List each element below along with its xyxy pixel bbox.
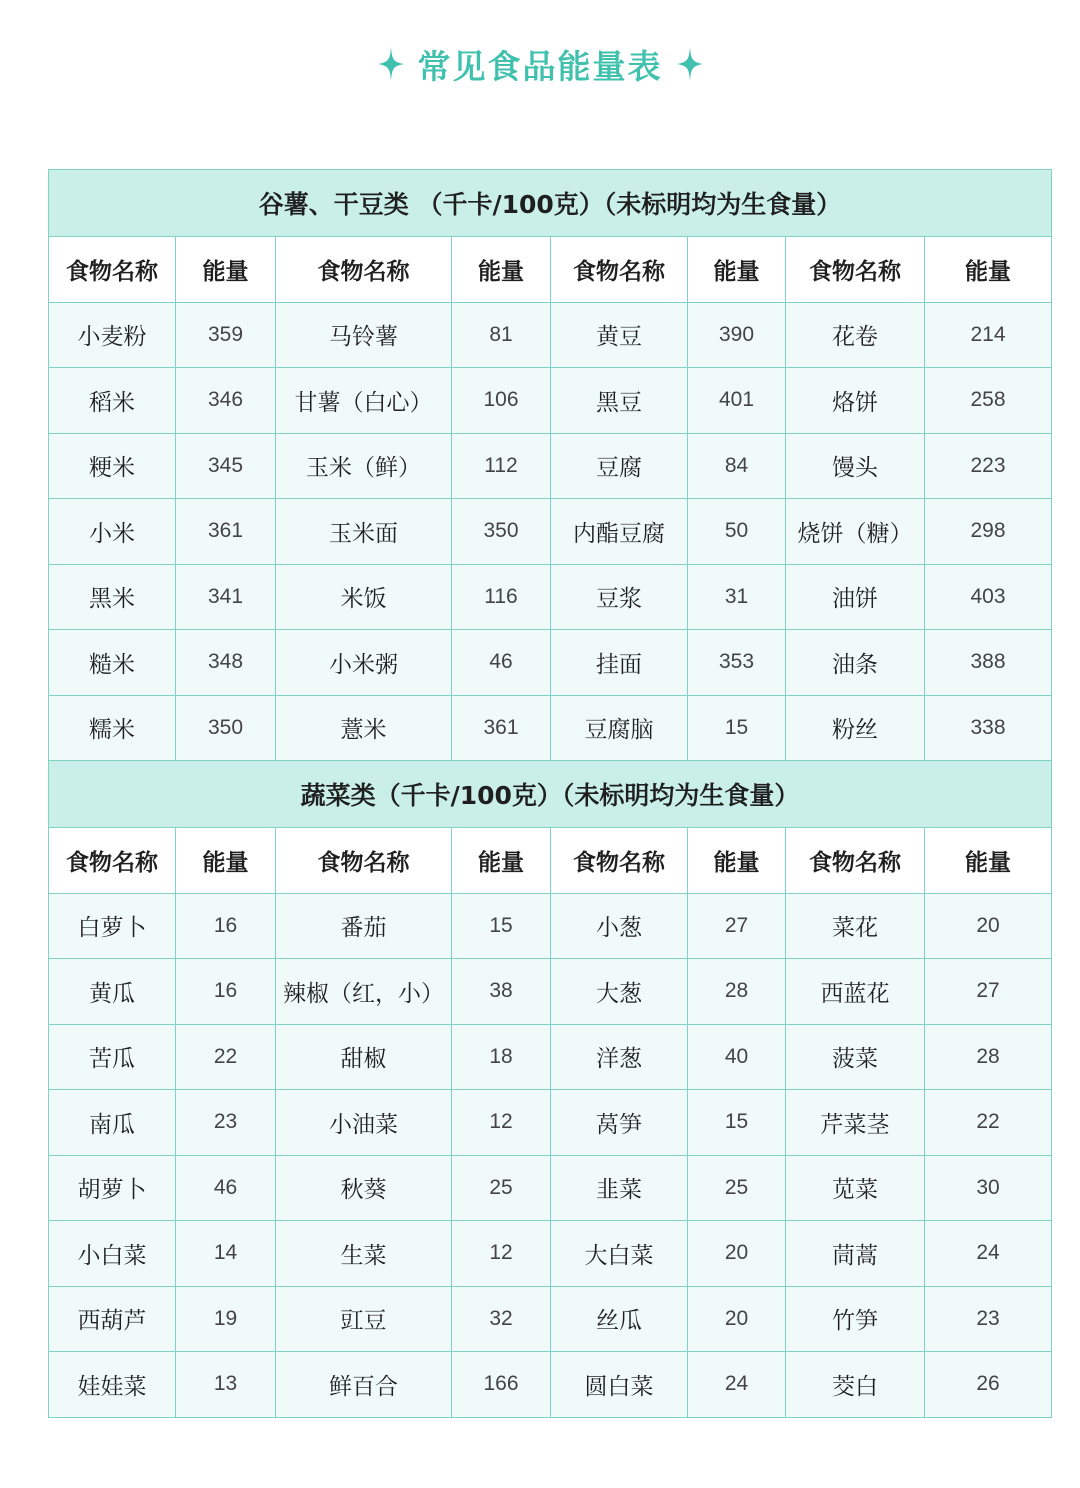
- food-name-cell: 糯米: [49, 695, 176, 761]
- energy-value-cell: 345: [176, 433, 276, 499]
- energy-value-cell: 20: [925, 893, 1052, 959]
- energy-value-cell: 50: [688, 499, 786, 565]
- energy-value-cell: 348: [176, 630, 276, 696]
- energy-value-cell: 46: [452, 630, 551, 696]
- energy-value-cell: 25: [688, 1155, 786, 1221]
- food-name-cell: 茼蒿: [786, 1221, 925, 1287]
- energy-value-cell: 359: [176, 302, 276, 368]
- food-name-cell: 苦瓜: [49, 1024, 176, 1090]
- energy-value-cell: 338: [925, 695, 1052, 761]
- energy-value-cell: 25: [452, 1155, 551, 1221]
- column-header-name: 食物名称: [49, 828, 176, 894]
- page-title: 常见食品能量表: [417, 46, 663, 86]
- energy-value-cell: 214: [925, 302, 1052, 368]
- food-name-cell: 菠菜: [786, 1024, 925, 1090]
- column-header-row: [49, 237, 1052, 303]
- table-row: [49, 1221, 1052, 1287]
- table-row: [49, 893, 1052, 959]
- food-name-cell: 米饭: [276, 564, 452, 630]
- table-row: [49, 302, 1052, 368]
- table-row: [49, 499, 1052, 565]
- food-name-cell: 黑豆: [551, 368, 688, 434]
- table-row: [49, 1155, 1052, 1221]
- column-header-name: 食物名称: [276, 828, 452, 894]
- table-row: [49, 630, 1052, 696]
- energy-value-cell: 46: [176, 1155, 276, 1221]
- table-row: [49, 1352, 1052, 1418]
- food-name-cell: 辣椒（红，小）: [276, 959, 452, 1025]
- energy-value-cell: 15: [452, 893, 551, 959]
- energy-value-cell: 20: [688, 1221, 786, 1287]
- energy-value-cell: 350: [176, 695, 276, 761]
- energy-value-cell: 116: [452, 564, 551, 630]
- food-name-cell: 小米粥: [276, 630, 452, 696]
- energy-value-cell: 403: [925, 564, 1052, 630]
- food-name-cell: 小麦粉: [49, 302, 176, 368]
- energy-value-cell: 12: [452, 1221, 551, 1287]
- food-name-cell: 豆腐脑: [551, 695, 688, 761]
- food-name-cell: 小米: [49, 499, 176, 565]
- food-name-cell: 黄瓜: [49, 959, 176, 1025]
- food-name-cell: 甜椒: [276, 1024, 452, 1090]
- energy-value-cell: 81: [452, 302, 551, 368]
- energy-value-cell: 24: [925, 1221, 1052, 1287]
- energy-value-cell: 18: [452, 1024, 551, 1090]
- sparkle-right-icon: [677, 47, 703, 81]
- food-name-cell: 小葱: [551, 893, 688, 959]
- food-name-cell: 豆腐: [551, 433, 688, 499]
- energy-value-cell: 390: [688, 302, 786, 368]
- food-name-cell: 菜花: [786, 893, 925, 959]
- energy-value-cell: 341: [176, 564, 276, 630]
- energy-value-cell: 24: [688, 1352, 786, 1418]
- column-header-row: [49, 828, 1052, 894]
- energy-value-cell: 26: [925, 1352, 1052, 1418]
- food-name-cell: 黄豆: [551, 302, 688, 368]
- energy-value-cell: 15: [688, 1090, 786, 1156]
- food-name-cell: 玉米面: [276, 499, 452, 565]
- column-header-energy: 能量: [688, 237, 786, 303]
- food-name-cell: 鲜百合: [276, 1352, 452, 1418]
- energy-value-cell: 19: [176, 1286, 276, 1352]
- food-name-cell: 南瓜: [49, 1090, 176, 1156]
- food-name-cell: 西葫芦: [49, 1286, 176, 1352]
- energy-value-cell: 401: [688, 368, 786, 434]
- food-name-cell: 小油菜: [276, 1090, 452, 1156]
- food-name-cell: 竹笋: [786, 1286, 925, 1352]
- column-header-energy: 能量: [925, 828, 1052, 894]
- food-name-cell: 娃娃菜: [49, 1352, 176, 1418]
- food-name-cell: 番茄: [276, 893, 452, 959]
- food-name-cell: 秋葵: [276, 1155, 452, 1221]
- energy-value-cell: 28: [925, 1024, 1052, 1090]
- energy-value-cell: 22: [176, 1024, 276, 1090]
- energy-value-cell: 23: [176, 1090, 276, 1156]
- food-name-cell: 挂面: [551, 630, 688, 696]
- food-name-cell: 薏米: [276, 695, 452, 761]
- energy-value-cell: 20: [688, 1286, 786, 1352]
- energy-value-cell: 13: [176, 1352, 276, 1418]
- energy-value-cell: 84: [688, 433, 786, 499]
- column-header-energy: 能量: [176, 237, 276, 303]
- energy-value-cell: 15: [688, 695, 786, 761]
- food-name-cell: 胡萝卜: [49, 1155, 176, 1221]
- energy-value-cell: 388: [925, 630, 1052, 696]
- energy-value-cell: 16: [176, 893, 276, 959]
- food-name-cell: 糙米: [49, 630, 176, 696]
- food-name-cell: 丝瓜: [551, 1286, 688, 1352]
- food-name-cell: 小白菜: [49, 1221, 176, 1287]
- food-name-cell: 大葱: [551, 959, 688, 1025]
- food-name-cell: 西蓝花: [786, 959, 925, 1025]
- food-name-cell: 甘薯（白心）: [276, 368, 452, 434]
- column-header-name: 食物名称: [276, 237, 452, 303]
- food-name-cell: 韭菜: [551, 1155, 688, 1221]
- food-name-cell: 烙饼: [786, 368, 925, 434]
- energy-value-cell: 350: [452, 499, 551, 565]
- energy-value-cell: 22: [925, 1090, 1052, 1156]
- energy-value-cell: 30: [925, 1155, 1052, 1221]
- energy-value-cell: 32: [452, 1286, 551, 1352]
- column-header-name: 食物名称: [551, 237, 688, 303]
- food-name-cell: 苋菜: [786, 1155, 925, 1221]
- column-header-energy: 能量: [688, 828, 786, 894]
- food-name-cell: 圆白菜: [551, 1352, 688, 1418]
- energy-value-cell: 31: [688, 564, 786, 630]
- energy-value-cell: 40: [688, 1024, 786, 1090]
- food-name-cell: 烧饼（糖）: [786, 499, 925, 565]
- column-header-energy: 能量: [925, 237, 1052, 303]
- column-header-name: 食物名称: [786, 828, 925, 894]
- energy-value-cell: 28: [688, 959, 786, 1025]
- section-heading: 蔬菜类（千卡/100克）（未标明均为生食量）: [49, 761, 1052, 828]
- energy-value-cell: 27: [925, 959, 1052, 1025]
- food-name-cell: 黑米: [49, 564, 176, 630]
- column-header-energy: 能量: [176, 828, 276, 894]
- section-header-row: [49, 761, 1052, 828]
- energy-value-cell: 353: [688, 630, 786, 696]
- energy-value-cell: 106: [452, 368, 551, 434]
- food-name-cell: 粳米: [49, 433, 176, 499]
- table-row: [49, 695, 1052, 761]
- energy-value-cell: 258: [925, 368, 1052, 434]
- food-name-cell: 豆浆: [551, 564, 688, 630]
- sparkle-left-icon: [378, 47, 404, 81]
- table-row: [49, 368, 1052, 434]
- table-row: [49, 1024, 1052, 1090]
- food-name-cell: 内酯豆腐: [551, 499, 688, 565]
- table-row: [49, 564, 1052, 630]
- column-header-name: 食物名称: [551, 828, 688, 894]
- table-row: [49, 433, 1052, 499]
- food-name-cell: 芹菜茎: [786, 1090, 925, 1156]
- energy-table: [48, 169, 1052, 1418]
- food-name-cell: 油饼: [786, 564, 925, 630]
- section-heading: 谷薯、干豆类 （千卡/100克）（未标明均为生食量）: [49, 170, 1052, 237]
- food-name-cell: 洋葱: [551, 1024, 688, 1090]
- food-name-cell: 豇豆: [276, 1286, 452, 1352]
- food-name-cell: 生菜: [276, 1221, 452, 1287]
- energy-value-cell: 298: [925, 499, 1052, 565]
- energy-value-cell: 361: [452, 695, 551, 761]
- energy-value-cell: 23: [925, 1286, 1052, 1352]
- energy-table-container: [48, 169, 1052, 1418]
- section-header-row: [49, 170, 1052, 237]
- table-row: [49, 959, 1052, 1025]
- energy-value-cell: 16: [176, 959, 276, 1025]
- energy-value-cell: 346: [176, 368, 276, 434]
- food-name-cell: 玉米（鲜）: [276, 433, 452, 499]
- energy-value-cell: 361: [176, 499, 276, 565]
- food-name-cell: 粉丝: [786, 695, 925, 761]
- energy-value-cell: 223: [925, 433, 1052, 499]
- page-title-bar: [0, 36, 1080, 92]
- food-name-cell: 油条: [786, 630, 925, 696]
- column-header-energy: 能量: [452, 237, 551, 303]
- food-name-cell: 茭白: [786, 1352, 925, 1418]
- column-header-energy: 能量: [452, 828, 551, 894]
- food-name-cell: 馒头: [786, 433, 925, 499]
- food-name-cell: 莴笋: [551, 1090, 688, 1156]
- energy-value-cell: 38: [452, 959, 551, 1025]
- energy-value-cell: 166: [452, 1352, 551, 1418]
- column-header-name: 食物名称: [786, 237, 925, 303]
- food-name-cell: 稻米: [49, 368, 176, 434]
- table-row: [49, 1286, 1052, 1352]
- food-name-cell: 花卷: [786, 302, 925, 368]
- table-row: [49, 1090, 1052, 1156]
- energy-value-cell: 12: [452, 1090, 551, 1156]
- food-name-cell: 白萝卜: [49, 893, 176, 959]
- energy-value-cell: 112: [452, 433, 551, 499]
- energy-value-cell: 27: [688, 893, 786, 959]
- food-name-cell: 大白菜: [551, 1221, 688, 1287]
- column-header-name: 食物名称: [49, 237, 176, 303]
- energy-value-cell: 14: [176, 1221, 276, 1287]
- food-name-cell: 马铃薯: [276, 302, 452, 368]
